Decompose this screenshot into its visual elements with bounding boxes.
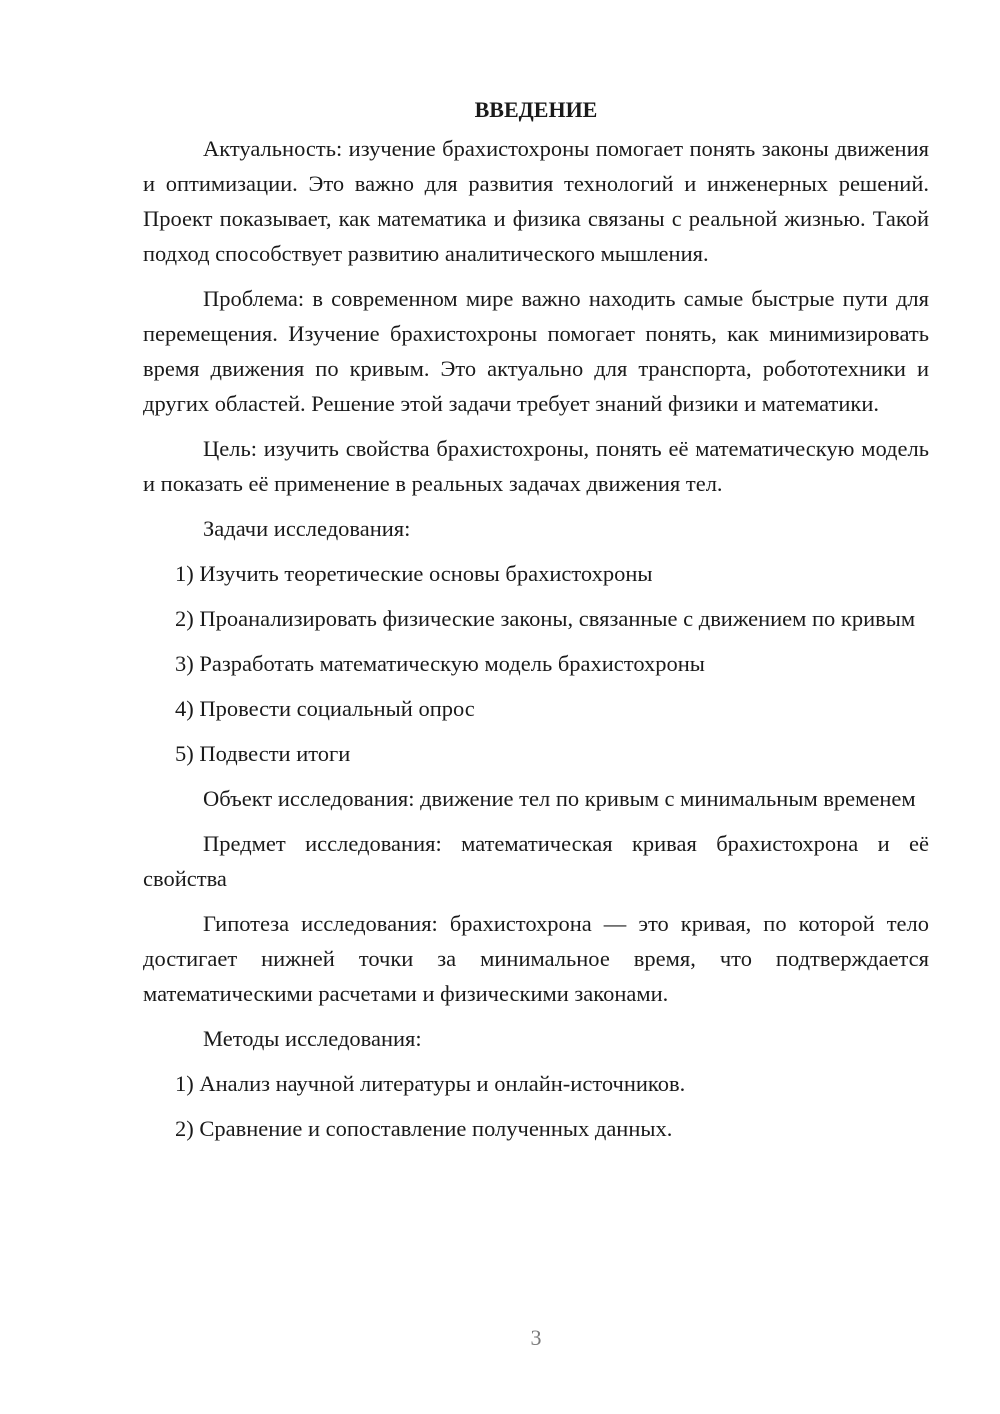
tasks-label: Задачи исследования: — [203, 516, 411, 541]
task-item: 5) Подвести итоги — [175, 741, 351, 766]
problem-paragraph: Проблема: в современном мире важно находить самые быстрые пути для перемещения. Изучение брахистохроны помогает понять, как минимизировать время движения по кривым. Это актуально для транспорта, робототехники и других областей. Решение этой задачи требует знаний физики и математики. — [143, 286, 929, 416]
task-item: 2) Проанализировать физические законы, связанные с движением по кривым — [175, 606, 916, 631]
subject-paragraph: Предмет исследования: математическая кривая брахистохрона и её свойства — [143, 831, 929, 891]
methods-label: Методы исследования: — [203, 1026, 422, 1051]
hypothesis-paragraph: Гипотеза исследования: брахистохрона — это кривая, по которой тело достигает нижней точки за минимальное время, что подтверждается математическими расчетами и физическими законами. — [143, 911, 929, 1006]
method-item: 1) Анализ научной литературы и онлайн-источников. — [175, 1071, 686, 1096]
goal-paragraph: Цель: изучить свойства брахистохроны, понять её математическую модель и показать её применение в реальных задачах движения тел. — [143, 436, 929, 496]
document-page — [143, 92, 929, 1156]
page-number: 3 — [530, 1325, 542, 1350]
task-item: 1) Изучить теоретические основы брахистохроны — [175, 561, 653, 586]
method-item: 2) Сравнение и сопоставление полученных данных. — [175, 1116, 673, 1141]
task-item: 3) Разработать математическую модель брахистохроны — [175, 651, 705, 676]
page-title: ВВЕДЕНИЕ — [474, 97, 598, 122]
relevance-paragraph: Актуальность: изучение брахистохроны помогает понять законы движения и оптимизации. Это важно для развития технологий и инженерных решений. Проект показывает, как математика и физика связаны с реальной жизнью. Такой подход способствует развитию аналитического мышления. — [143, 136, 929, 266]
object-paragraph: Объект исследования: движение тел по кривым с минимальным временем — [203, 786, 916, 811]
task-item: 4) Провести социальный опрос — [175, 696, 475, 721]
